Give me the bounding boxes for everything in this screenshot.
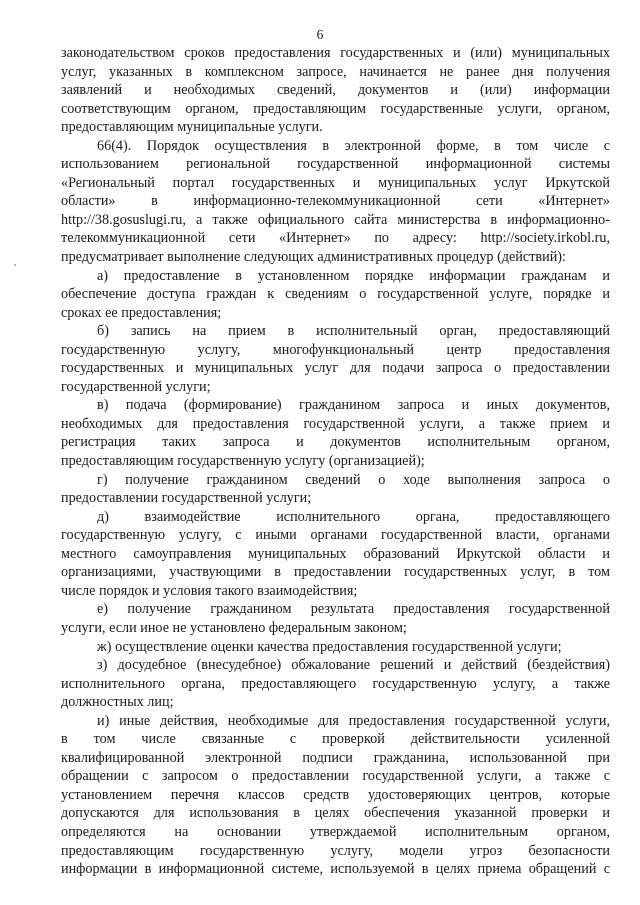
text-line: ж) осуществление оценки качества предоставления государственной услуги; (97, 638, 562, 655)
text-line: http://38.gosuslugi.ru, а также официального сайта министерства в информационно- (61, 211, 610, 228)
text-line: организациями, участвующими в предоставлении государственных услуг, в том (61, 564, 610, 581)
text-line: е) получение гражданином результата предоставления государственной (97, 601, 610, 618)
text-line: обращении с запросом о предоставлении государственной услуги, а также с (61, 768, 610, 785)
text-line: регистрация таких запроса и документов исполнительным органом, (61, 434, 610, 451)
text-line: предоставляющим государственную услугу (организацией); (61, 453, 425, 470)
text-line: предоставлении государственной услуги; (61, 490, 312, 507)
text-line: услуг, указанных в комплексном запросе, начинается не ранее дня получения (61, 63, 610, 80)
text-line: государственной услуги; (61, 378, 211, 395)
text-line: 66(4). Порядок осуществления в электронной форме, в том числе с (97, 137, 610, 154)
text-line: в том числе связанные с проверкой действительности усиленной (61, 731, 610, 748)
text-line: «Региональный портал государственных и муниципальных услуг Иркутской (61, 174, 610, 191)
text-line: г) получение гражданином сведений о ходе выполнения запроса о (97, 471, 610, 488)
text-line: телекоммуникационной сети «Интернет» по адресу: http://society.irkobl.ru, (61, 230, 610, 247)
text-line: государственную услугу, многофункциональный центр предоставления (61, 341, 610, 358)
text-line: местного самоуправления муниципальных образований Иркутской области и (61, 545, 610, 562)
text-line: законодательством сроков предоставления государственных и (или) муниципальных (61, 45, 610, 61)
document-body (61, 44, 610, 879)
text-line: и) иные действия, необходимые для предоставления государственной услуги, (97, 712, 610, 729)
scan-speck (14, 264, 16, 266)
text-line: заявлений и необходимых сведений, документов и (или) информации (61, 82, 610, 99)
text-line: услуги, если иное не установлено федеральным законом; (61, 619, 407, 636)
text-line: предусматривает выполнение следующих административных процедур (действий): (61, 249, 566, 266)
text-line: квалифицированной электронной подписи гражданина, использованной при (61, 749, 610, 766)
text-line: должностных лиц; (61, 694, 174, 711)
text-line: а) предоставление в установленном порядке информации гражданам и (97, 267, 610, 284)
text-line: сроках ее предоставления; (61, 304, 222, 321)
text-line: необходимых для предоставления государственной услуги, а также прием и (61, 415, 610, 432)
text-line: определяются на основании утверждаемой исполнительным органом, (61, 823, 610, 840)
text-line: использованием региональной государственной информационной системы (61, 156, 610, 173)
text-line: д) взаимодействие исполнительного органа, предоставляющего (97, 508, 610, 525)
text-line: числе порядок и условия такого взаимодействия; (61, 582, 358, 599)
text-line: в) подача (формирование) гражданином запроса и иных документов, (97, 397, 610, 414)
text-line: з) досудебное (внесудебное) обжалование решений и действий (бездействия) (97, 657, 610, 674)
text-line: государственных и муниципальных услуг для подачи запроса о предоставлении (61, 360, 610, 377)
text-line: установлением перечня классов средств удостоверяющих центров, которые (61, 786, 610, 803)
text-line: соответствующим органом, предоставляющим государственные услуги, органом, (61, 100, 610, 117)
text-line: допускаются для использования в целях обеспечения указанной проверки и (61, 805, 610, 822)
text-line: б) запись на прием в исполнительный орган, предоставляющий (97, 323, 610, 340)
text-line: предоставляющим государственную услугу, модели угроз безопасности (61, 842, 610, 859)
text-line: информации в информационной системе, используемой в целях приема обращений с (61, 861, 610, 878)
text-line: обеспечение доступа граждан к сведениям о государственной услуге, порядке и (61, 286, 610, 303)
page-number: 6 (316, 27, 324, 42)
text-line: государственную услугу, с иными органами государственной власти, органами (61, 527, 610, 544)
text-line: области» в информационно-телекоммуникационной сети «Интернет» (61, 193, 610, 210)
text-line: предоставляющим муниципальные услуги. (61, 119, 323, 136)
text-line: исполнительного органа, предоставляющего государственную услугу, а также (61, 675, 610, 692)
